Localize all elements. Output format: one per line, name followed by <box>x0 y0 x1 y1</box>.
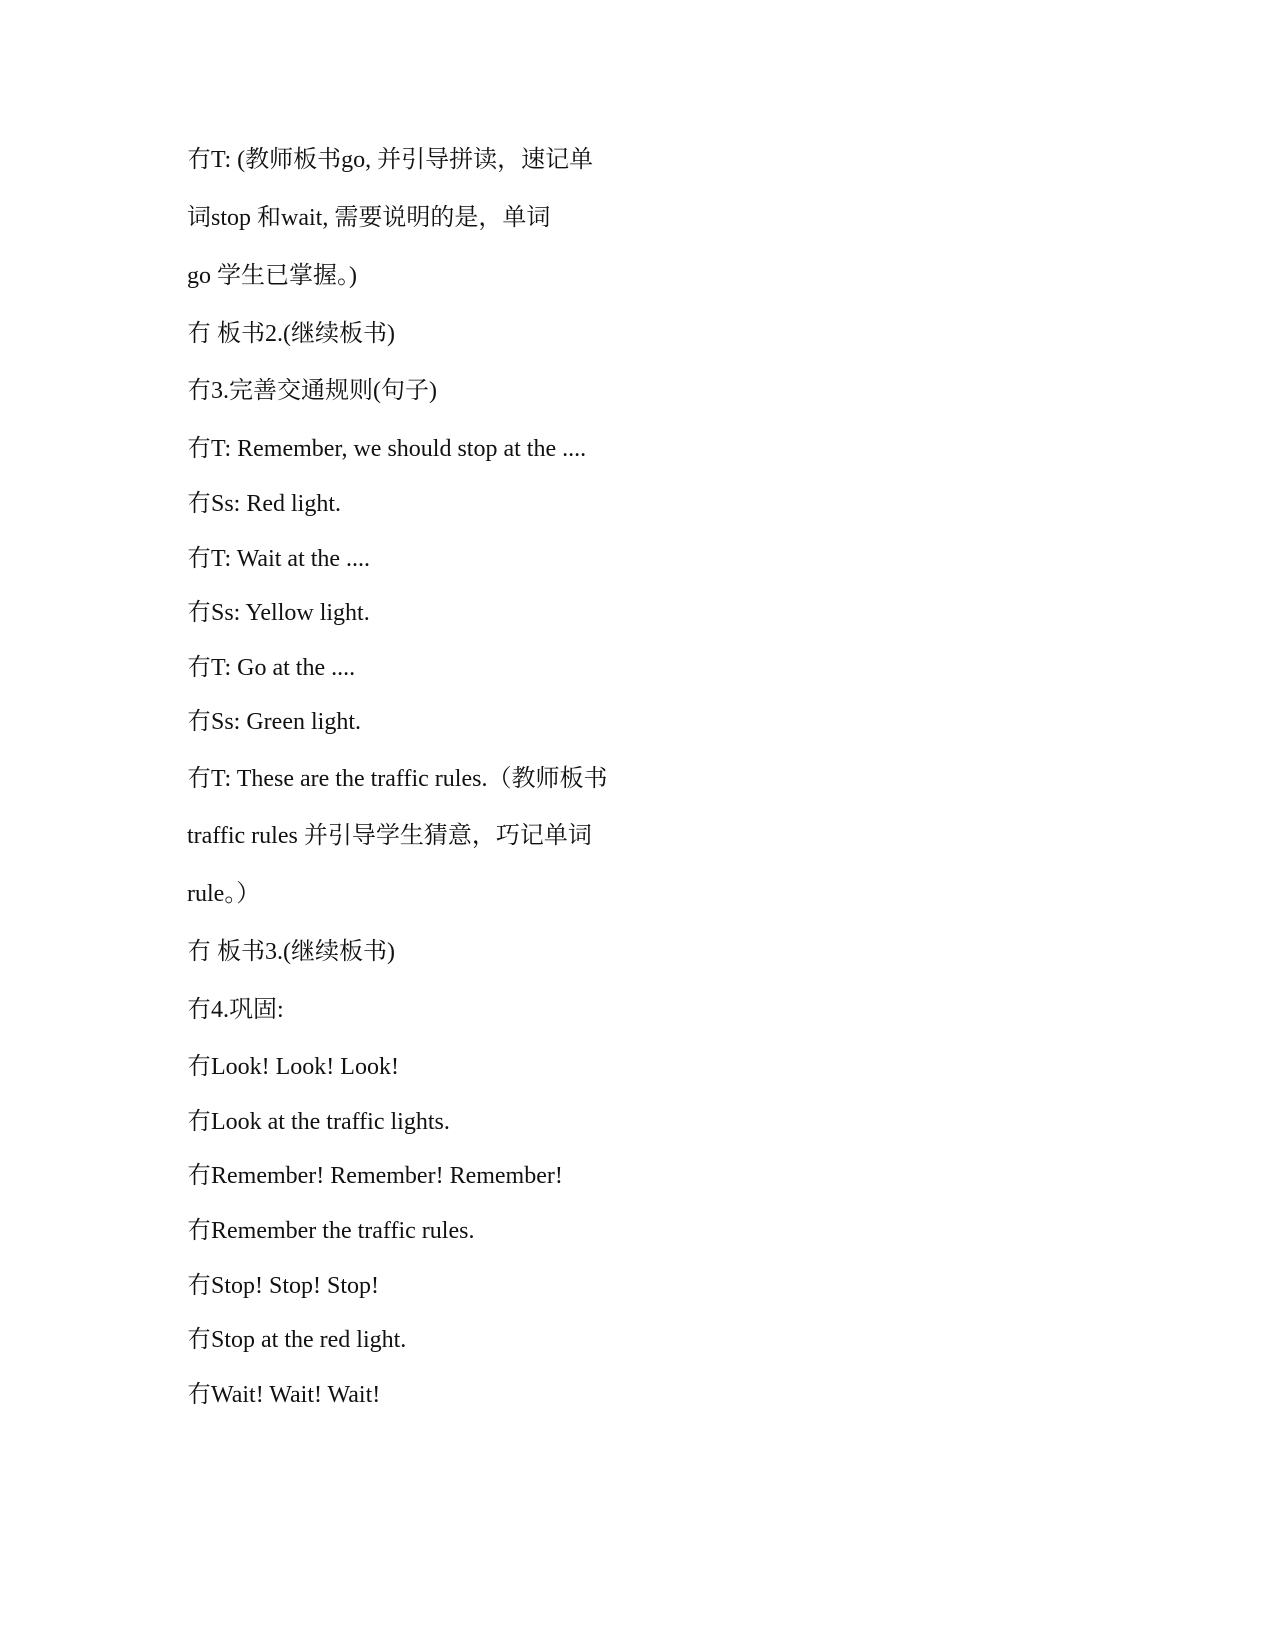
text-line: 冇Wait! Wait! Wait! <box>187 1382 381 1408</box>
text-line: 冇Ss: Green light. <box>187 709 361 735</box>
text-line: 冇Look at the traffic lights. <box>187 1109 450 1135</box>
text-line: 冇T: These are the traffic rules.（教师板书 <box>187 766 608 792</box>
text-line: 词stop 和wait, 需要说明的是，单词 <box>187 205 551 231</box>
text-line: 冇Stop! Stop! Stop! <box>187 1273 380 1299</box>
text-line: 冇4.巩固: <box>187 997 284 1023</box>
text-line: 冇Ss: Red light. <box>187 491 342 517</box>
text-line: 冇Remember! Remember! Remember! <box>187 1163 563 1189</box>
text-line: 冇Remember the traffic rules. <box>187 1218 475 1244</box>
text-line: 冇Ss: Yellow light. <box>187 600 370 626</box>
text-line: rule。） <box>187 881 261 907</box>
text-line: 冇 板书2.(继续板书) <box>187 321 395 347</box>
text-line: 冇Look! Look! Look! <box>187 1054 399 1080</box>
text-line: go 学生已掌握。) <box>187 263 357 289</box>
text-line: 冇 板书3.(继续板书) <box>187 939 395 965</box>
text-line: traffic rules 并引导学生猜意，巧记单词 <box>187 823 592 849</box>
text-line: 冇T: Remember, we should stop at the .... <box>187 436 587 462</box>
text-line: 冇T: (教师板书go, 并引导拼读，速记单 <box>187 147 594 173</box>
text-line: 冇Stop at the red light. <box>187 1327 407 1353</box>
text-line: 冇3.完善交通规则(句子) <box>187 378 437 404</box>
text-line: 冇T: Wait at the .... <box>187 546 371 572</box>
text-line: 冇T: Go at the .... <box>187 655 356 681</box>
